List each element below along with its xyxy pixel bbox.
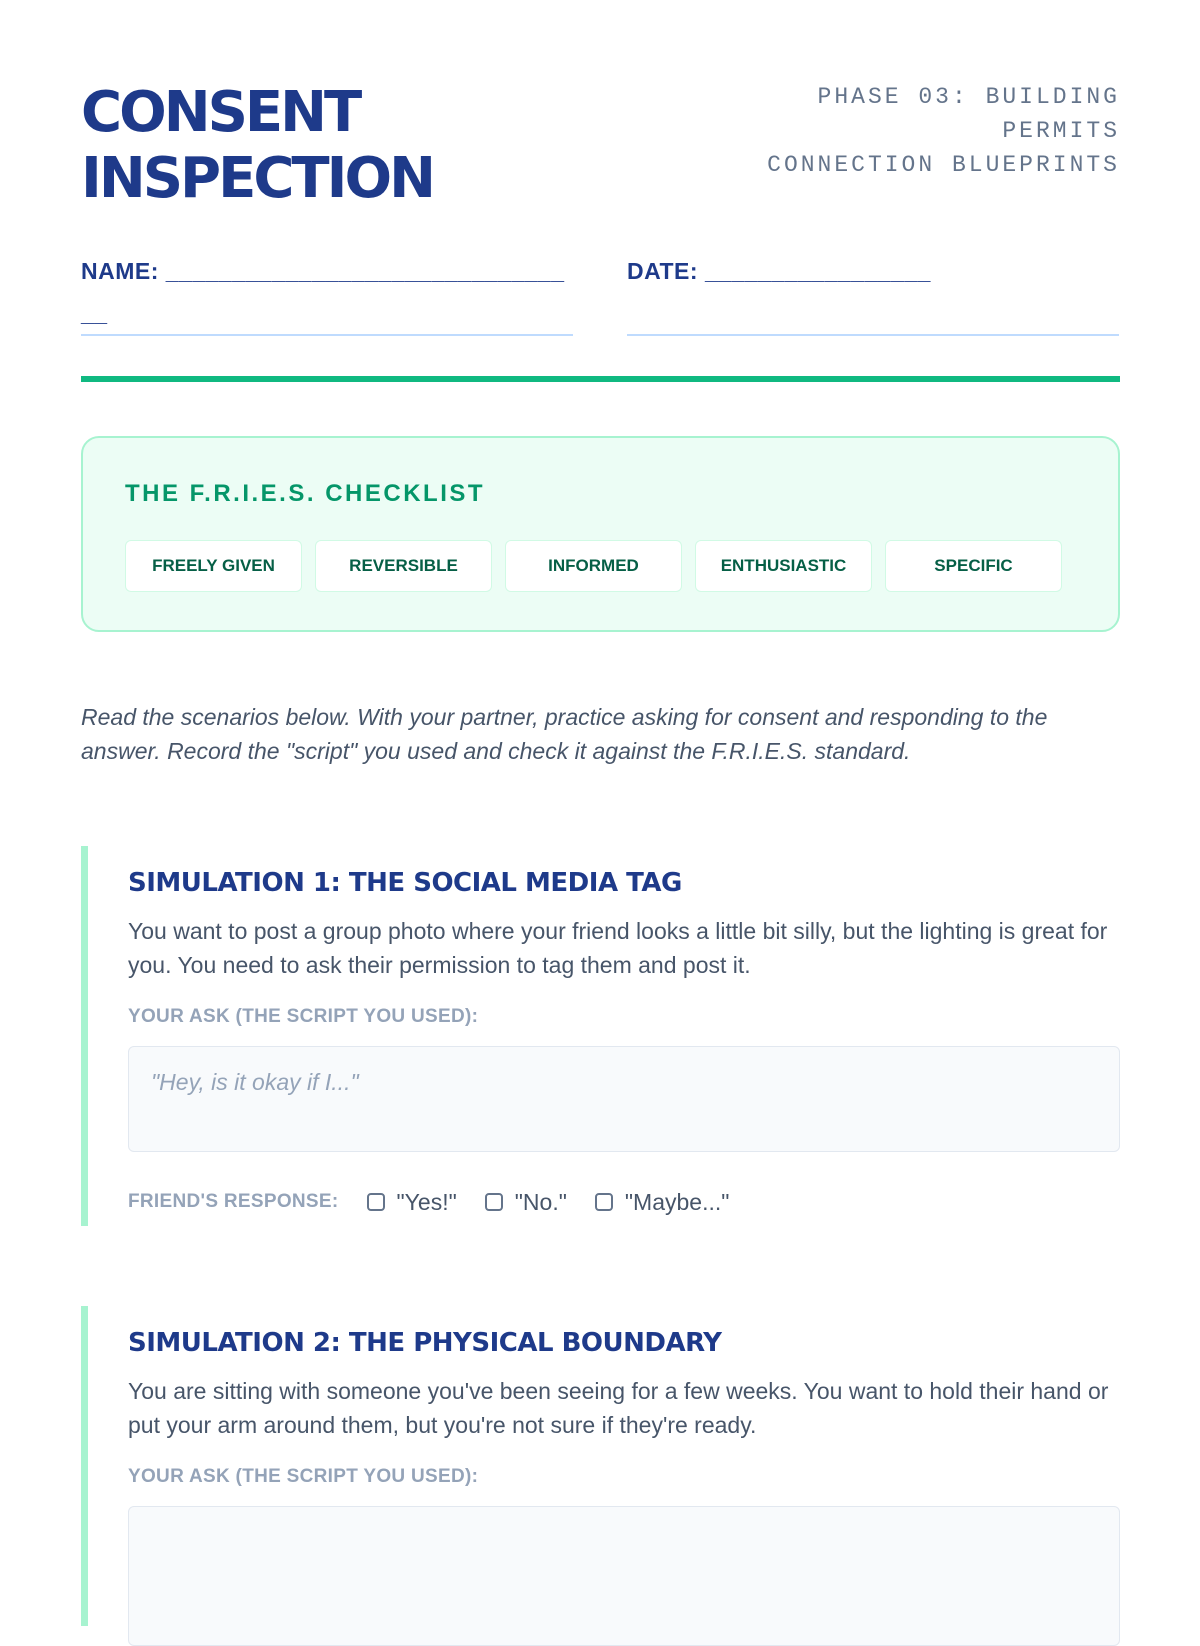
checklist-item-specific: SPECIFIC: [885, 540, 1062, 592]
worksheet-page: [81, 0, 1120, 1487]
response-label: FRIEND'S RESPONSE:: [128, 1191, 339, 1212]
phase-line-2: PERMITS: [1002, 118, 1120, 144]
checkbox-icon[interactable]: [595, 1193, 613, 1211]
simulation-1: [81, 846, 1120, 1226]
simulation-description: You are sitting with someone you've been seeing for a few weeks. You want to hold their hand or put your arm around them, but you're not sure if they're ready.: [128, 1378, 1109, 1438]
phase-line-1: PHASE 03: BUILDING: [817, 84, 1120, 110]
friend-response-row: [128, 1184, 757, 1220]
worksheet-header: [81, 0, 1120, 230]
checklist-title: THE F.R.I.E.S. CHECKLIST: [125, 480, 486, 507]
response-option-yes[interactable]: [367, 1189, 457, 1216]
simulation-description: You want to post a group photo where your friend looks a little bit silly, but the lighting is great for you. You need to ask their permission to tag them and post it.: [128, 918, 1108, 978]
ask-label: YOUR ASK (THE SCRIPT YOU USED):: [128, 1466, 479, 1487]
checkbox-icon[interactable]: [367, 1193, 385, 1211]
ask-answer-box[interactable]: [128, 1506, 1120, 1646]
response-option-maybe[interactable]: [595, 1189, 730, 1216]
phase-label: [760, 80, 1120, 182]
checklist-item-informed: INFORMED: [505, 540, 682, 592]
ask-label: YOUR ASK (THE SCRIPT YOU USED):: [128, 1006, 479, 1027]
checkbox-icon[interactable]: [485, 1193, 503, 1211]
page-title: [81, 80, 433, 212]
instructions-text: Read the scenarios below. With your partner, practice asking for consent and responding to the answer. Record the "script" you used and check it against the F.R.I.E.S. standard.: [81, 704, 1048, 764]
student-info-fields: [81, 250, 1120, 336]
phase-line-3: CONNECTION BLUEPRINTS: [767, 152, 1120, 178]
response-option-no[interactable]: [485, 1189, 567, 1216]
checklist-item-enthusiastic: ENTHUSIASTIC: [695, 540, 872, 592]
option-label: "Yes!": [396, 1188, 457, 1215]
checklist-item-freely-given: FREELY GIVEN: [125, 540, 302, 592]
name-field[interactable]: NAME: ________________________________: [81, 250, 573, 336]
title-line-1: CONSENT: [81, 80, 360, 145]
date-field[interactable]: DATE: _________________: [627, 250, 1119, 336]
ask-answer-box[interactable]: "Hey, is it okay if I...": [128, 1046, 1120, 1152]
option-label: "Maybe...": [624, 1188, 730, 1215]
title-line-2: INSPECTION: [81, 146, 433, 211]
checklist-item-reversible: REVERSIBLE: [315, 540, 492, 592]
section-divider: [81, 376, 1120, 382]
simulation-2: [81, 1306, 1120, 1626]
simulation-title: SIMULATION 2: THE PHYSICAL BOUNDARY: [128, 1328, 722, 1358]
fries-checklist-panel: [81, 436, 1120, 632]
simulation-title: SIMULATION 1: THE SOCIAL MEDIA TAG: [128, 868, 682, 898]
option-label: "No.": [514, 1188, 567, 1215]
